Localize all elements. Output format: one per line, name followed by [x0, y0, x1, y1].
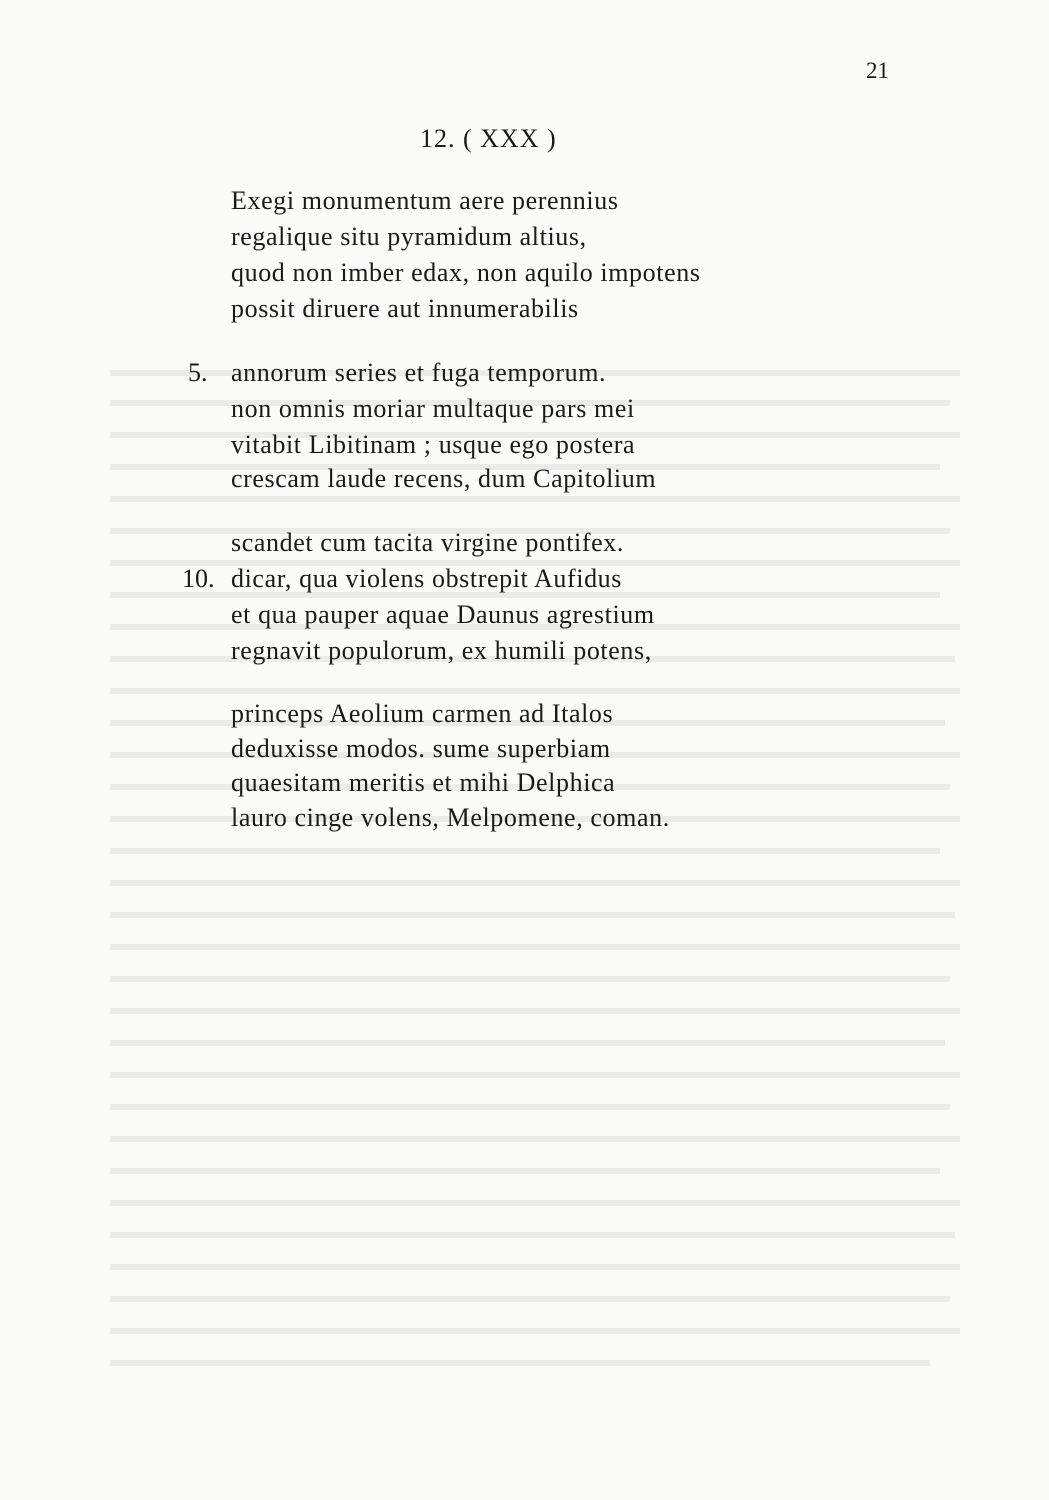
- poem-title: 12. ( XXX ): [420, 124, 557, 153]
- poem-line: deduxisse modos. sume superbiam: [231, 734, 611, 763]
- poem-line: annorum series et fuga temporum.: [231, 358, 607, 387]
- poem-line: princeps Aeolium carmen ad Italos: [231, 699, 614, 728]
- poem-line: crescam laude recens, dum Capitolium: [231, 464, 657, 493]
- line-number: 5.: [188, 358, 208, 387]
- poem-line: scandet cum tacita virgine pontifex.: [231, 528, 624, 557]
- poem-line: dicar, qua violens obstrepit Aufidus: [231, 564, 622, 593]
- poem-line: possit diruere aut innumerabilis: [231, 294, 579, 323]
- poem-line: regalique situ pyramidum altius,: [231, 222, 587, 251]
- show-through-texture: [100, 360, 980, 1380]
- poem-line: quaesitam meritis et mihi Delphica: [231, 768, 616, 797]
- poem-line: quod non imber edax, non aquilo impotens: [231, 258, 701, 287]
- poem-line: et qua pauper aquae Daunus agrestium: [231, 600, 655, 629]
- poem-line: lauro cinge volens, Melpomene, coman.: [231, 803, 670, 832]
- poem-line: Exegi monumentum aere perennius: [231, 186, 619, 215]
- page-number: 21: [866, 58, 889, 83]
- poem-line: regnavit populorum, ex humili potens,: [231, 636, 652, 665]
- poem-line: non omnis moriar multaque pars mei: [231, 394, 635, 423]
- poem-line: vitabit Libitinam ; usque ego postera: [231, 430, 636, 459]
- line-number: 10.: [182, 564, 215, 593]
